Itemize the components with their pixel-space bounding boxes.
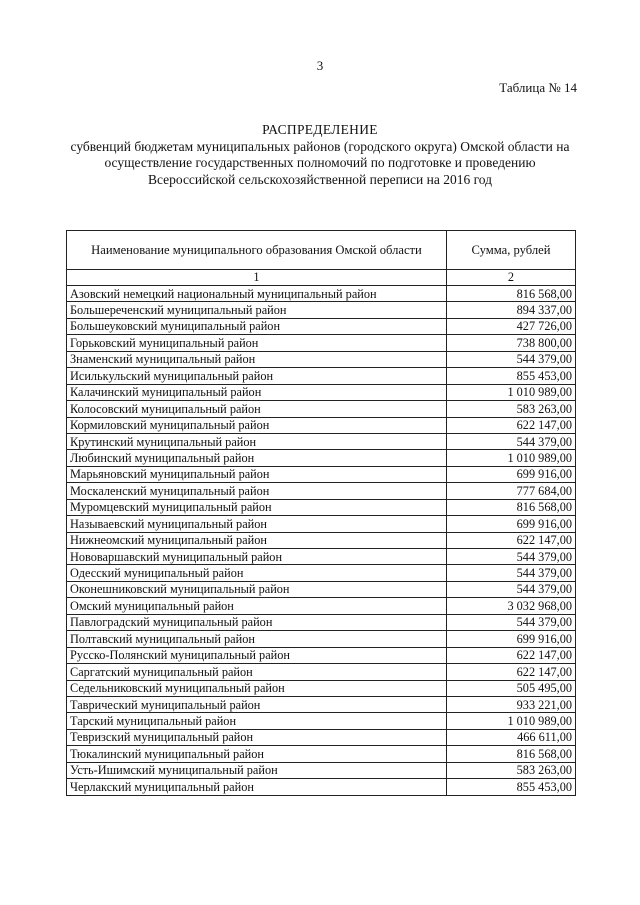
table-label: Таблица № 14: [499, 80, 577, 95]
table-row: [67, 516, 576, 532]
column-number: 1: [67, 270, 447, 286]
subsidy-amount: 622 147,00: [447, 647, 576, 663]
column-header-name: Наименование муниципального образования Омской области: [67, 231, 447, 270]
table-row: [67, 631, 576, 647]
subsidy-amount: 855 453,00: [447, 779, 576, 795]
table-row: [67, 647, 576, 663]
table-row: [67, 762, 576, 778]
municipality-name: Павлоградский муниципальный район: [67, 614, 447, 630]
table-row: [67, 499, 576, 515]
municipality-name: Нововаршавский муниципальный район: [67, 549, 447, 565]
municipality-name: Кормиловский муниципальный район: [67, 417, 447, 433]
column-number-row: [67, 270, 576, 286]
municipality-name: Калачинский муниципальный район: [67, 384, 447, 400]
municipality-name: Усть-Ишимский муниципальный район: [67, 762, 447, 778]
table-row: [67, 417, 576, 433]
subsidy-amount: 816 568,00: [447, 499, 576, 515]
table-row: [67, 318, 576, 334]
municipality-name: Оконешниковский муниципальный район: [67, 581, 447, 597]
subsidy-amount: 622 147,00: [447, 664, 576, 680]
heading-line: Всероссийской сельскохозяйственной переписи на 2016 год: [147, 171, 493, 187]
table-row: [67, 746, 576, 762]
subsidy-amount: 777 684,00: [447, 483, 576, 499]
table-row: [67, 302, 576, 318]
municipality-name: Знаменский муниципальный район: [67, 351, 447, 367]
table-header-row: [67, 231, 576, 270]
table-row: [67, 779, 576, 795]
municipality-name: Азовский немецкий национальный муниципальный район: [67, 286, 447, 302]
table-row: [67, 565, 576, 581]
heading-line: субвенций бюджетам муниципальных районов (городского округа) Омской области на: [70, 138, 570, 154]
table-row: [67, 614, 576, 630]
municipality-name: Тарский муниципальный район: [67, 713, 447, 729]
municipality-name: Горьковский муниципальный район: [67, 335, 447, 351]
municipality-name: Таврический муниципальный район: [67, 696, 447, 712]
table-row: [67, 466, 576, 482]
table-row: [67, 581, 576, 597]
page-number: 3: [316, 58, 324, 73]
subsidy-amount: 738 800,00: [447, 335, 576, 351]
subsidy-amount: 699 916,00: [447, 466, 576, 482]
subsidy-amount: 622 147,00: [447, 417, 576, 433]
municipality-name: Москаленский муниципальный район: [67, 483, 447, 499]
municipality-name: Нижнеомский муниципальный район: [67, 532, 447, 548]
heading-title: РАСПРЕДЕЛЕНИЕ: [262, 122, 378, 137]
municipality-name: Черлакский муниципальный район: [67, 779, 447, 795]
subsidy-amount: 544 379,00: [447, 351, 576, 367]
municipality-name: Муромцевский муниципальный район: [67, 499, 447, 515]
municipality-name: Называевский муниципальный район: [67, 516, 447, 532]
subsidy-amount: 583 263,00: [447, 401, 576, 417]
table-row: [67, 450, 576, 466]
table-row: [67, 729, 576, 745]
table-row: [67, 696, 576, 712]
municipality-name: Одесский муниципальный район: [67, 565, 447, 581]
subsidy-amount: 816 568,00: [447, 286, 576, 302]
subsidy-amount: 544 379,00: [447, 614, 576, 630]
municipality-name: Омский муниципальный район: [67, 598, 447, 614]
subsidy-amount: 544 379,00: [447, 565, 576, 581]
table-row: [67, 483, 576, 499]
table-row: [67, 549, 576, 565]
table-body: [67, 286, 576, 796]
subsidy-amount: 699 916,00: [447, 516, 576, 532]
table-row: [67, 598, 576, 614]
municipality-name: Колосовский муниципальный район: [67, 401, 447, 417]
municipality-name: Большереченский муниципальный район: [67, 302, 447, 318]
subsidy-amount: 505 495,00: [447, 680, 576, 696]
table-row: [67, 680, 576, 696]
subsidy-amount: 699 916,00: [447, 631, 576, 647]
table-row: [67, 368, 576, 384]
table-row: [67, 384, 576, 400]
table-row: [67, 351, 576, 367]
municipality-name: Большеуковский муниципальный район: [67, 318, 447, 334]
municipality-name: Русско-Полянский муниципальный район: [67, 647, 447, 663]
table-row: [67, 286, 576, 302]
table-row: [67, 401, 576, 417]
subsidy-amount: 544 379,00: [447, 549, 576, 565]
municipality-name: Марьяновский муниципальный район: [67, 466, 447, 482]
subsidy-amount: 855 453,00: [447, 368, 576, 384]
heading-line: осуществление государственных полномочий по подготовке и проведению: [104, 155, 536, 170]
subsidy-amount: 933 221,00: [447, 696, 576, 712]
subsidy-amount: 894 337,00: [447, 302, 576, 318]
subsidy-amount: 622 147,00: [447, 532, 576, 548]
subsidy-table: [66, 230, 576, 796]
column-header-sum: Сумма, рублей: [447, 231, 576, 270]
subsidy-amount: 466 611,00: [447, 729, 576, 745]
table-row: [67, 335, 576, 351]
document-heading: [0, 122, 640, 188]
subsidy-amount: 1 010 989,00: [447, 713, 576, 729]
municipality-name: Крутинский муниципальный район: [67, 433, 447, 449]
subsidy-amount: 583 263,00: [447, 762, 576, 778]
municipality-name: Саргатский муниципальный район: [67, 664, 447, 680]
municipality-name: Тевризский муниципальный район: [67, 729, 447, 745]
table-row: [67, 713, 576, 729]
table-row: [67, 433, 576, 449]
subsidy-amount: 3 032 968,00: [447, 598, 576, 614]
subsidy-amount: 427 726,00: [447, 318, 576, 334]
table-row: [67, 664, 576, 680]
table-row: [67, 532, 576, 548]
municipality-name: Седельниковский муниципальный район: [67, 680, 447, 696]
municipality-name: Любинский муниципальный район: [67, 450, 447, 466]
subsidy-amount: 816 568,00: [447, 746, 576, 762]
municipality-name: Тюкалинский муниципальный район: [67, 746, 447, 762]
column-number: 2: [447, 270, 576, 286]
municipality-name: Исилькульский муниципальный район: [67, 368, 447, 384]
subsidy-amount: 1 010 989,00: [447, 450, 576, 466]
subsidy-amount: 1 010 989,00: [447, 384, 576, 400]
subsidy-amount: 544 379,00: [447, 581, 576, 597]
subsidy-amount: 544 379,00: [447, 433, 576, 449]
municipality-name: Полтавский муниципальный район: [67, 631, 447, 647]
